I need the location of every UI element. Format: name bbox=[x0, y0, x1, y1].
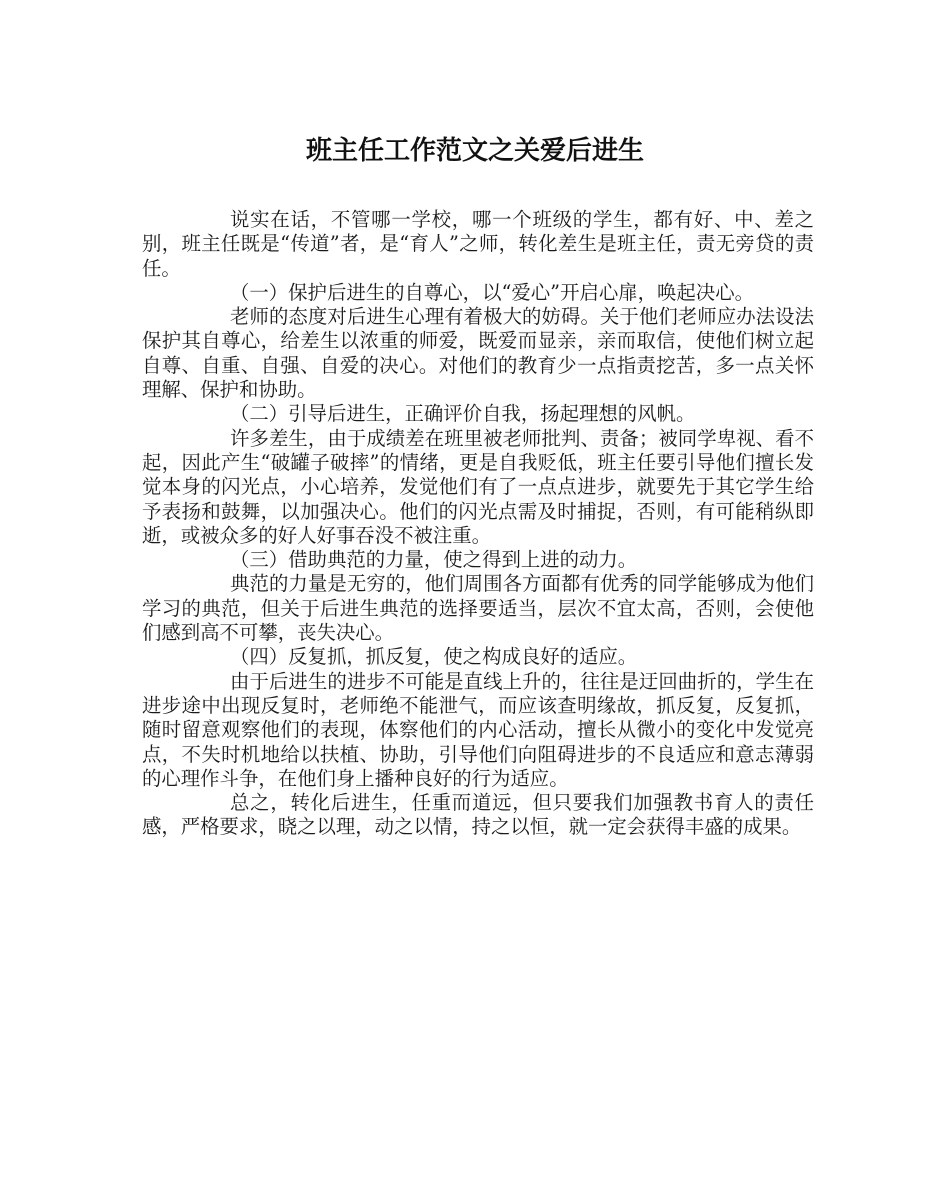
paragraph-section-4: 由于后进生的进步不可能是直线上升的，往往是迂回曲折的，学生在进步途中出现反复时，老师绝不能泄气，而应该查明缘故，抓反复，反复抓，随时留意观察他们的表现，体察他们的内心活动，擅长从微小的变化中发觉亮点，不失时机地给以扶植、协助，引导他们向阻碍进步的不良适应和意志薄弱的心理作斗争，在他们身上播种良好的行为适应。 bbox=[142, 669, 814, 790]
paragraph-section-3: 典范的力量是无穷的，他们周围各方面都有优秀的同学能够成为他们学习的典范，但关于后进生典范的选择要适当，层次不宜太高，否则，会使他们感到高不可攀，丧失决心。 bbox=[142, 572, 814, 645]
section-heading-4: （四）反复抓，抓反复，使之构成良好的适应。 bbox=[230, 645, 638, 669]
paragraph-section-2: 许多差生，由于成绩差在班里被老师批判、责备；被同学卑视、看不起，因此产生“破罐子破摔”的情绪，更是自我贬低，班主任要引导他们擅长发觉本身的闪光点，小心培养，发觉他们有了一点点进步，就要先于其它学生给予表扬和鼓舞，以加强决心。他们的闪光点需及时捕捉，否则，有可能稍纵即逝，或被众多的好人好事吞没不被注重。 bbox=[142, 426, 814, 547]
paragraph-conclusion: 总之，转化后进生，任重而道远，但只要我们加强教书育人的责任感，严格要求，晓之以理，动之以情，持之以恒，就一定会获得丰盛的成果。 bbox=[142, 791, 814, 839]
document-body bbox=[142, 208, 814, 840]
paragraph-intro: 说实在话，不管哪一学校，哪一个班级的学生，都有好、中、差之别，班主任既是“传道”者，是“育人”之师，转化差生是班主任，责无旁贷的责任。 bbox=[142, 208, 814, 280]
paragraph-section-1: 老师的态度对后进生心理有着极大的妨碍。关于他们老师应办法设法保护其自尊心，给差生以浓重的师爱，既爱而显亲，亲而取信，使他们树立起自尊、自重、自强、自爱的决心。对他们的教育少一点指责挖苦，多一点关怀理解、保护和协助。 bbox=[142, 305, 814, 402]
section-heading-3: （三）借助典范的力量，使之得到上进的动力。 bbox=[230, 548, 638, 572]
section-heading-2: （二）引导后进生，正确评价自我，扬起理想的风帆。 bbox=[230, 402, 696, 426]
document-title: 班主任工作范文之关爱后进生 bbox=[305, 136, 644, 166]
section-heading-1: （一）保护后进生的自尊心，以“爱心”开启心扉，唤起决心。 bbox=[230, 280, 754, 304]
